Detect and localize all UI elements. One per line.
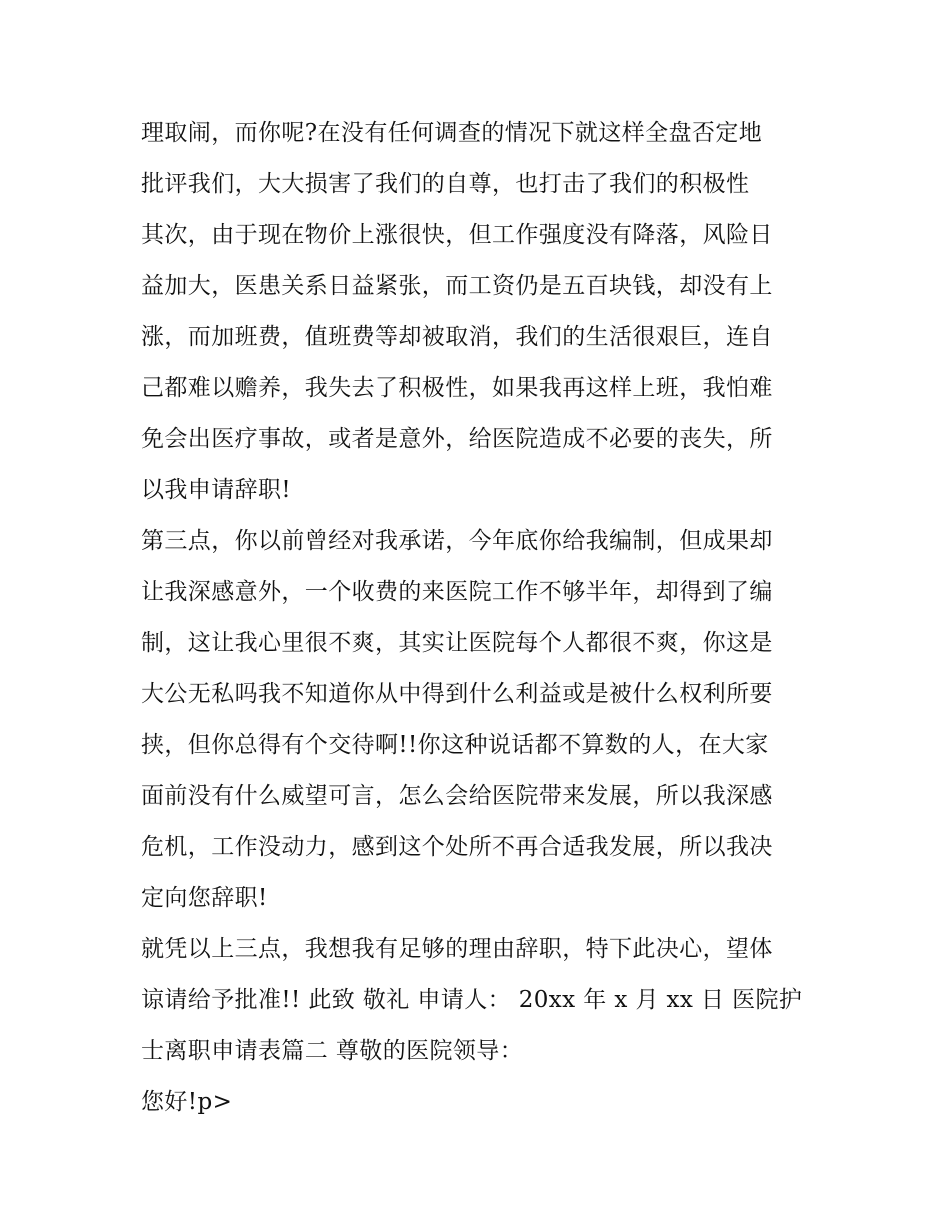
text-line: 理取闹，而你呢?在没有任何调查的情况下就这样全盘否定地 [141, 120, 763, 146]
text-line: 危机，工作没动力，感到这个处所不再合适我发展，所以我决 [141, 834, 773, 860]
document-body [141, 108, 821, 1128]
text-line: 大公无私吗我不知道你从中得到什么利益或是被什么权利所要 [141, 681, 773, 707]
text-line: 第三点，你以前曾经对我承诺，今年底你给我编制，但成果却 [141, 528, 773, 554]
text-line: 定向您辞职! [141, 885, 268, 911]
text-line: 您好!p> [141, 1089, 233, 1115]
text-line: 免会出医疗事故，或者是意外，给医院造成不必要的丧失，所 [141, 426, 773, 452]
text-line: 涨，而加班费，值班费等却被取消，我们的生活很艰巨，连自 [141, 324, 773, 350]
text-line: 以我申请辞职! [141, 477, 292, 503]
text-line: 批评我们，大大损害了我们的自尊，也打击了我们的积极性 [141, 171, 750, 197]
text-line: 己都难以赡养，我失去了积极性，如果我再这样上班，我怕难 [141, 375, 773, 401]
text-line: 益加大，医患关系日益紧张，而工资仍是五百块钱，却没有上 [141, 273, 773, 299]
text-line: 士离职申请表篇二 尊敬的医院领导： [141, 1038, 524, 1064]
text-line: 制，这让我心里很不爽，其实让医院每个人都很不爽，你这是 [141, 630, 773, 656]
text-line: 让我深感意外，一个收费的来医院工作不够半年，却得到了编 [141, 579, 773, 605]
text-line: 就凭以上三点，我想我有足够的理由辞职，特下此决心，望体 [141, 936, 773, 962]
text-line: 挟，但你总得有个交待啊!!你这种说话都不算数的人，在大家 [141, 732, 769, 758]
text-line: 其次，由于现在物价上涨很快，但工作强度没有降落，风险日 [141, 222, 773, 248]
text-line: 面前没有什么威望可言，怎么会给医院带来发展，所以我深感 [141, 783, 773, 809]
text-line: 谅请给予批准!! 此致 敬礼 申请人： 20xx 年 x 月 xx 日 医院护 [141, 987, 803, 1013]
